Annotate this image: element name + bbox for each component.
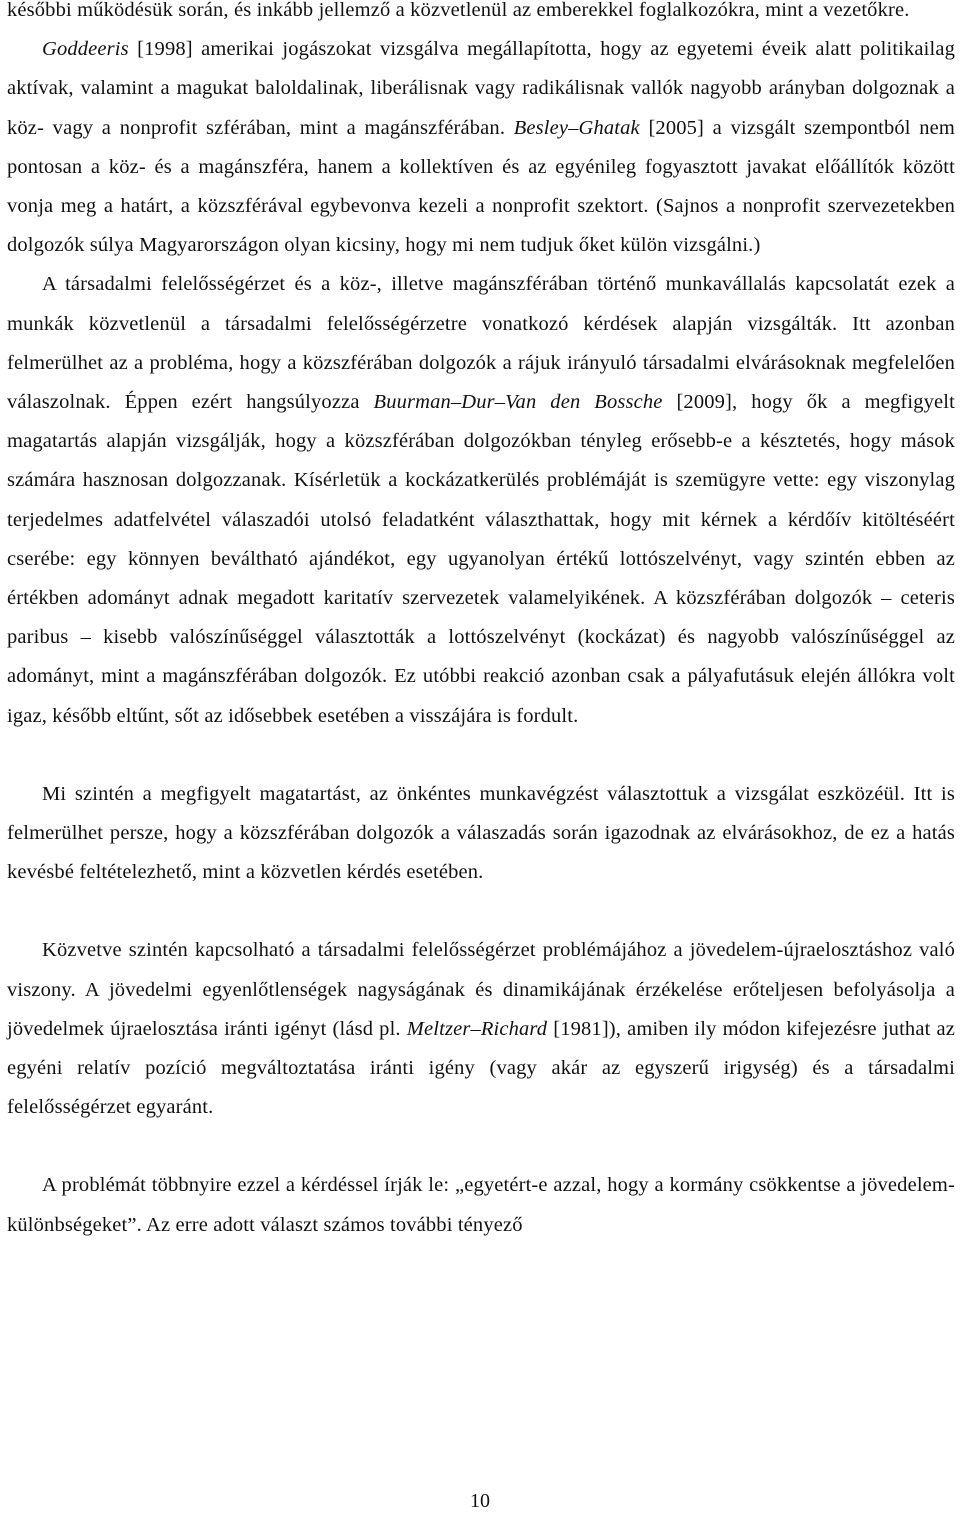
paragraph-survey-question [7, 1166, 955, 1244]
paragraph-social-responsibility [7, 265, 955, 735]
document-page [7, 0, 955, 1245]
citation-author: Buurman–Dur–Van den Bossche [373, 391, 663, 414]
paragraph-volunteering [7, 775, 955, 893]
text-segment: Közvetve szintén kapcsolható a társadalmi felelősségérzet problémájához a jövedelem-újraelosztáshoz való viszony. A jövedelmi egyenlőtlenségek nagyságának és dinamikájának érzékelése erőteljesen befolyásolja a jövedelmek újraelosztása iránti igényt (lásd pl. [7, 939, 955, 1040]
text-segment: A társadalmi felelősségérzet és a köz-, illetve magánszférában történő munkavállalás kapcsolatát ezek a munkák közvetlenül a társadalmi felelősségérzetre vonatkozó kérdések alapján vizsgálták. Itt azonban felmerülhet az a probléma, hogy a közszférában dolgozók a rájuk irányuló társadalmi elvárásoknak megfelelően válaszolnak. Éppen ezért hangsúlyozza [7, 273, 955, 414]
paragraph-redistribution [7, 931, 955, 1127]
text-segment: [1981]), amiben ily módon kifejezésre juthat az egyéni relatív pozíció megváltoztatása iránti igény (vagy akár az egyszerű irigység) és a társadalmi felelősségérzet egyaránt. [7, 1017, 955, 1119]
text-segment: későbbi működésük során, és inkább jellemző a közvetlenül az emberekkel foglalkozókra, mint a vezetőkre. [7, 0, 910, 21]
text-segment: A problémát többnyire ezzel a kérdéssel írják le: „egyetért-e azzal, hogy a kormány csökkentse a jövedelem-különbségeket”. Az erre adott választ számos további tényező [7, 1174, 955, 1236]
text-segment: [2005] a vizsgált szempontból nem pontosan a köz- és a magánszféra, hanem a kollektíven és az egyénileg fogyasztott javakat előállítók között vonja meg a határt, a közszférával egybevonva kezeli a nonprofit szektort. (Sajnos a nonprofit szervezetekben dolgozók súlya Magyarországon olyan kicsiny, hogy mi nem tudjuk őket külön vizsgálni.) [7, 116, 955, 257]
page-number: 10 [470, 1490, 490, 1512]
paragraph-continuation [7, 0, 955, 30]
text-segment: [2009], hogy ők a megfigyelt magatartás alapján vizsgálják, hogy a közszférában dolgozókban tényleg erősebb-e a késztetés, hogy mások számára hasznosan dolgozzanak. Kísérletük a kockázatkerülés problémáját is szemügyre vette: egy viszonylag terjedelmes adatfelvétel válaszadói utolsó feladatként választhattak, hogy mit kérnek a kérdőív kitöltéséért cserébe: egy könnyen beváltható ajándékot, egy ugyanolyan értékű lottószelvényt, vagy szintén ebben az értékben adományt adnak megadott karitatív szervezetek valamelyikének. A közszférában dolgozók – ceteris paribus – kisebb valószínűséggel választották a lottószelvényt (kockázat) és nagyobb valószínűséggel az adományt, mint a magánszférában dolgozók. Ez utóbbi reakció azonban csak a pályafutásuk elején állókra volt igaz, később eltűnt, sőt az idősebbek esetében a visszájára is fordult. [7, 391, 955, 727]
text-segment: Mi szintén a megfigyelt magatartást, az önkéntes munkavégzést választottuk a vizsgálat eszközéül. Itt is felmerülhet persze, hogy a közszférában dolgozók a válaszadás során igazodnak az elvárásokhoz, de ez a hatás kevésbé feltételezhető, mint a közvetlen kérdés esetében. [7, 782, 955, 884]
citation-author: Meltzer–Richard [406, 1017, 548, 1040]
paragraph-goddeeris [7, 30, 955, 265]
citation-author: Goddeeris [42, 38, 129, 61]
citation-author: Besley–Ghatak [513, 116, 640, 139]
text-segment: [1998] amerikai jogászokat vizsgálva megállapította, hogy az egyetemi éveik alatt politikailag aktívak, valamint a magukat baloldalinak, liberálisnak vagy radikálisnak vallók nagyobb arányban dolgoznak a köz- vagy a nonprofit szférában, mint a magánszférában. [7, 38, 955, 139]
